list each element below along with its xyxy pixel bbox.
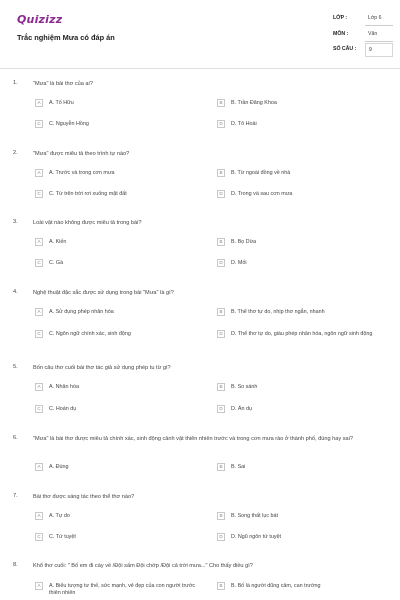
question-text: "Mưa" là bài thơ của ai?	[33, 81, 93, 87]
meta-grade-value: Lớp 6	[368, 15, 382, 21]
option-text: B. Từ ngoài đồng về nhà	[231, 170, 291, 176]
option-letter-box: C	[35, 259, 43, 267]
option-letter-box: B	[217, 238, 225, 246]
option-letter-box: B	[217, 383, 225, 391]
meta-subject-label: MÔN :	[333, 31, 349, 37]
option-letter-box: D	[217, 533, 225, 541]
option-letter-box: C	[35, 190, 43, 198]
option-text: D. Tô Hoài	[231, 121, 257, 127]
page-title: Trắc nghiệm Mưa có đáp án	[17, 33, 115, 42]
option-text: B. Thể thơ tự do, nhịp thơ ngắn, nhanh	[231, 309, 325, 315]
option-letter-box: A	[35, 238, 43, 246]
question-number: 2.	[13, 150, 18, 156]
document-header	[0, 0, 400, 66]
option-letter-box: B	[217, 582, 225, 590]
question-text: Nghệ thuật đặc sắc được sử dụng trong bài "Mưa" là gì?	[33, 290, 174, 296]
option-letter-box: C	[35, 533, 43, 541]
question-number: 8.	[13, 562, 18, 568]
option-text: D. Mối	[231, 260, 247, 266]
meta-subject-value: Văn	[368, 31, 378, 37]
option-text: A. Trước và trong cơn mưa	[49, 170, 115, 176]
divider	[365, 25, 393, 26]
option-letter-box: A	[35, 463, 43, 471]
option-letter-box: B	[217, 512, 225, 520]
option-text: C. Hoán dụ	[49, 406, 77, 412]
option-text: C. Từ trên trời rơi xuống mặt đất	[49, 191, 127, 197]
meta-grade	[333, 12, 393, 26]
option-text: B. Bọ Dừa	[231, 239, 257, 245]
option-letter-box: A	[35, 383, 43, 391]
meta-grade-label: LỚP :	[333, 15, 348, 21]
option-letter-box: B	[217, 169, 225, 177]
option-text: C. Gà	[49, 260, 64, 266]
meta-count-label: SỐ CÂU :	[333, 46, 357, 52]
option-letter-box: D	[217, 259, 225, 267]
meta-count-box	[365, 43, 393, 57]
option-text: B. Trần Đăng Khoa	[231, 100, 277, 106]
option-text: D. Ẩn dụ	[231, 406, 252, 412]
option-text: C. Ngôn ngữ chính xác, sinh động	[49, 331, 131, 337]
question-text: Khổ thơ cuối: " Bố em đi cày về /Đội sấm Đội chớp /Đội cả trời mưa..." Cho thấy điều gì?	[33, 563, 253, 569]
option-text: A. Kiến	[49, 239, 67, 245]
option-text: B. So sánh	[231, 384, 258, 390]
option-letter-box: C	[35, 405, 43, 413]
question-text: "Mưa" là bài thơ được miêu tả chính xác, sinh động cảnh vật thiên nhiên trước và trong cơn mưa rào ở thành phố, đúng hay sai?	[33, 436, 353, 442]
question-number: 5.	[13, 364, 18, 370]
option-letter-box: A	[35, 308, 43, 316]
option-letter-box: A	[35, 169, 43, 177]
option-letter-box: B	[217, 308, 225, 316]
header-divider	[0, 68, 400, 69]
meta-count-value: 9	[369, 47, 372, 53]
option-letter-box: C	[35, 120, 43, 128]
option-text: A. Nhân hóa	[49, 384, 79, 390]
divider	[365, 41, 393, 42]
option-text: A. Tự do	[49, 513, 70, 519]
question-number: 4.	[13, 289, 18, 295]
meta-count	[333, 43, 393, 57]
option-letter-box: D	[217, 120, 225, 128]
option-text: C. Tứ tuyệt	[49, 534, 76, 540]
question-text: Bốn câu thơ cuối bài thơ tác giả sử dụng phép tu từ gì?	[33, 365, 171, 371]
option-letter-box: D	[217, 405, 225, 413]
option-text: D. Thể thơ tự do, giàu phép nhân hóa, ngôn ngữ sinh động	[231, 331, 373, 337]
question-text: "Mưa" được miêu tả theo trình tự nào?	[33, 151, 130, 157]
question-text: Loài vật nào không được miêu tả trong bài?	[33, 220, 142, 226]
question-number: 3.	[13, 219, 18, 225]
question-text: Bài thơ được sáng tác theo thể thơ nào?	[33, 494, 135, 500]
option-letter-box: B	[217, 99, 225, 107]
option-text: B. Song thất lục bát	[231, 513, 279, 519]
option-text: D. Ngũ ngôn tứ tuyệt	[231, 534, 282, 540]
option-text: B. Sai	[231, 464, 246, 470]
option-text: A. Biểu tượng tư thế, sức mạnh, vẻ đẹp của con người trước thiên nhiên	[49, 583, 196, 596]
question-number: 6.	[13, 435, 18, 441]
option-text: A. Tố Hữu	[49, 100, 74, 106]
option-text: D. Trong và sau cơn mưa	[231, 191, 293, 197]
question-number: 7.	[13, 493, 18, 499]
option-letter-box: A	[35, 582, 43, 590]
quizizz-logo: Quizizz	[17, 13, 63, 26]
option-letter-box: D	[217, 330, 225, 338]
option-letter-box: A	[35, 512, 43, 520]
question-number: 1.	[13, 80, 18, 86]
option-text: B. Bố là người dũng cảm, can trường	[231, 583, 321, 589]
option-letter-box: B	[217, 463, 225, 471]
meta-subject	[333, 28, 393, 42]
option-text: A. Sử dụng phép nhân hóa	[49, 309, 114, 315]
option-text: C. Nguyễn Hồng	[49, 121, 89, 127]
option-letter-box: A	[35, 99, 43, 107]
option-text: A. Đúng	[49, 464, 69, 470]
option-letter-box: D	[217, 190, 225, 198]
option-letter-box: C	[35, 330, 43, 338]
